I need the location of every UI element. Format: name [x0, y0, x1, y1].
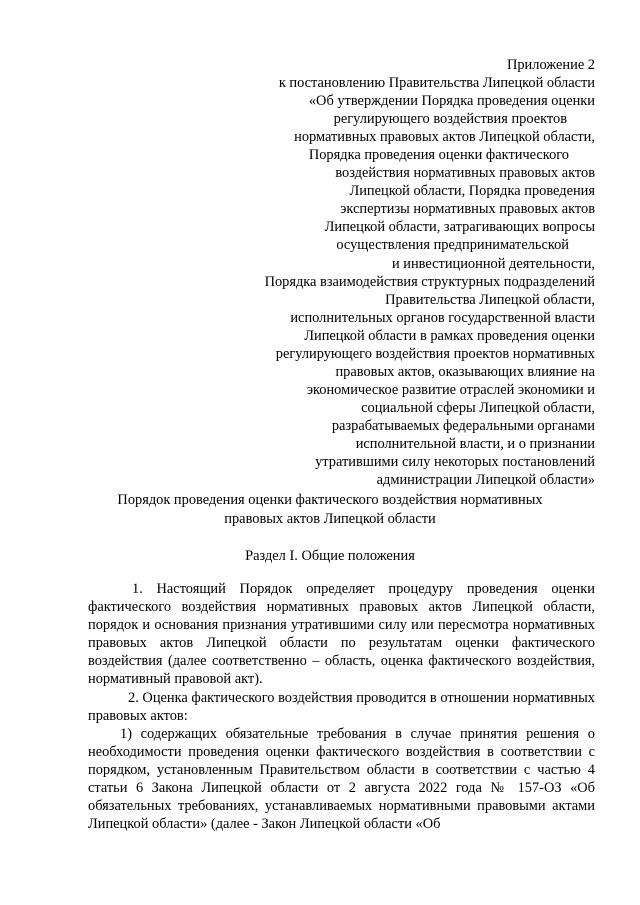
- appendix-line: правовых актов, оказывающих влияние на: [335, 363, 595, 380]
- appendix-line: Липецкой области в рамках проведения оценки: [304, 327, 595, 344]
- paragraph: 1. Настоящий Порядок определяет процедуру проведения оценки фактического воздействия нормативных правовых актов Липецкой области, порядок и основания признания утратившими силу или пересмотра нормативных правовых актов Липецкой области по результатам оценки фактического воздействия (далее соответственно – область, оценка фактического воздействия, нормативный правовой акт).: [88, 581, 595, 688]
- appendix-line: утратившими силу некоторых постановлений: [315, 454, 595, 471]
- appendix-line: социальной сферы Липецкой области,: [361, 399, 595, 416]
- appendix-line: осуществления предпринимательской: [336, 237, 569, 254]
- appendix-line: экономическое развитие отраслей экономики и: [306, 381, 595, 398]
- appendix-header: [155, 56, 595, 489]
- appendix-line: Липецкой области, затрагивающих вопросы: [324, 219, 595, 236]
- appendix-line: экспертизы нормативных правовых актов: [340, 201, 595, 218]
- appendix-line: Приложение 2: [506, 57, 595, 73]
- document-title-line: правовых актов Липецкой области: [224, 511, 436, 527]
- appendix-line: «Об утверждении Порядка проведения оценки: [308, 93, 595, 110]
- appendix-line: Липецкой области, Порядка проведения: [349, 183, 595, 200]
- paragraph: 2. Оценка фактического воздействия проводится в отношении нормативных правовых актов:: [88, 689, 595, 724]
- appendix-line: разрабатываемых федеральными органами: [331, 417, 595, 434]
- appendix-line: регулирующего воздействия проектов нормативных: [275, 345, 595, 362]
- appendix-line: исполнительной власти, и о признании: [355, 435, 595, 452]
- appendix-line: Порядка взаимодействия структурных подразделений: [264, 273, 595, 290]
- appendix-line: нормативных правовых актов Липецкой области,: [294, 129, 595, 146]
- section-heading: Раздел I. Общие положения: [245, 548, 415, 564]
- document-title: [88, 491, 572, 529]
- appendix-line: Порядка проведения оценки фактического: [308, 147, 569, 164]
- document-body: [88, 580, 595, 833]
- appendix-line: и инвестиционной деятельности,: [391, 255, 595, 272]
- appendix-line: к постановлению Правительства Липецкой области: [278, 75, 595, 92]
- appendix-line: администрации Липецкой области»: [376, 472, 595, 489]
- appendix-line: исполнительных органов государственной власти: [290, 309, 595, 326]
- appendix-line: воздействия нормативных правовых актов: [335, 165, 595, 182]
- paragraph: 1) содержащих обязательные требования в случае принятия решения о необходимости проведения оценки фактического воздействия в соответствии с порядком, установленным Правительством области в соответствии с частью 4 статьи 6 Закона Липецкой области от 2 августа 2022 года № 157-ОЗ «Об обязательных требованиях, устанавливаемых нормативными правовыми актами Липецкой области» (далее - Закон Липецкой области «Об: [88, 725, 595, 833]
- appendix-line: регулирующего воздействия проектов: [333, 111, 567, 128]
- document-title-line: Порядок проведения оценки фактического воздействия нормативных: [117, 492, 543, 508]
- appendix-line: Правительства Липецкой области,: [385, 291, 595, 308]
